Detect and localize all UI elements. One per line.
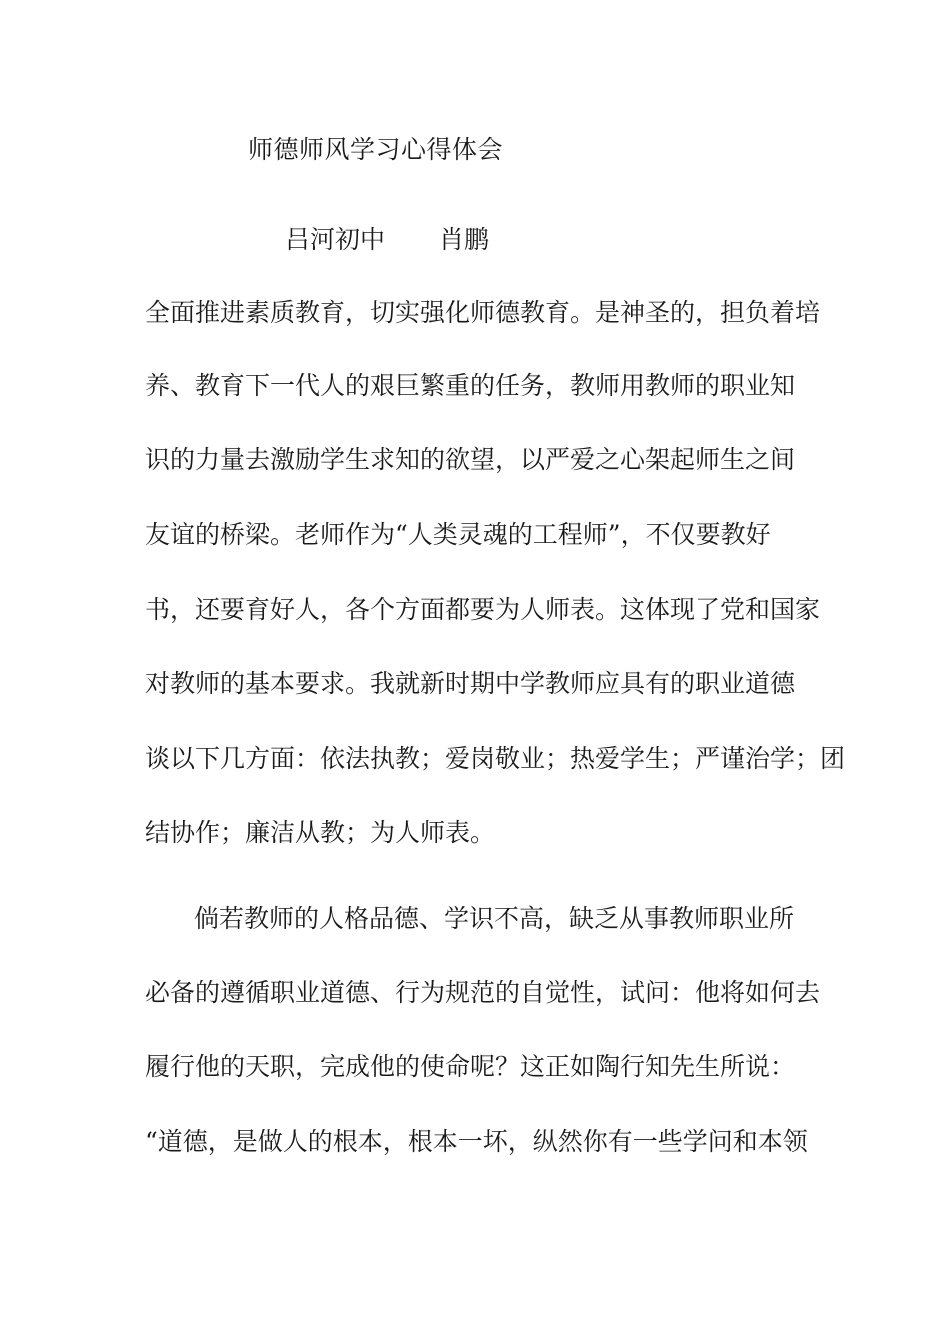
body-line: 书，还要育好人，各个方面都要为人师表。这体现了党和国家: [145, 595, 821, 624]
body-line: 友谊的桥梁。老师作为“人类灵魂的工程师”，不仅要教好: [145, 520, 771, 549]
body-line: 对教师的基本要求。我就新时期中学教师应具有的职业道德: [145, 669, 796, 698]
author-school: 吕河初中: [285, 225, 386, 254]
document-title: 师德师风学习心得体会: [248, 135, 504, 164]
author-name: 肖鹏: [438, 225, 489, 254]
body-line: 必备的遵循职业道德、行为规范的自觉性，试问：他将如何去: [145, 978, 821, 1007]
body-line: 结协作；廉洁从教；为人师表。: [145, 818, 496, 847]
body-line: 履行他的天职，完成他的使命呢？这正如陶行知先生所说：: [145, 1052, 796, 1081]
body-line: 全面推进素质教育，切实强化师德教育。是神圣的，担负着培: [145, 298, 821, 327]
body-line: “道德，是做人的根本，根本一坏，纵然你有一些学问和本领: [145, 1127, 808, 1156]
body-line: 谈以下几方面：依法执教；爱岗敬业；热爱学生；严谨治学；团: [145, 744, 846, 773]
body-line: 养、教育下一代人的艰巨繁重的任务，教师用教师的职业知: [145, 371, 796, 400]
body-line-indented: 倘若教师的人格品德、学识不高，缺乏从事教师职业所: [194, 904, 795, 933]
author-line: [285, 220, 489, 260]
body-line: 识的力量去激励学生求知的欲望，以严爱之心架起师生之间: [145, 445, 796, 474]
